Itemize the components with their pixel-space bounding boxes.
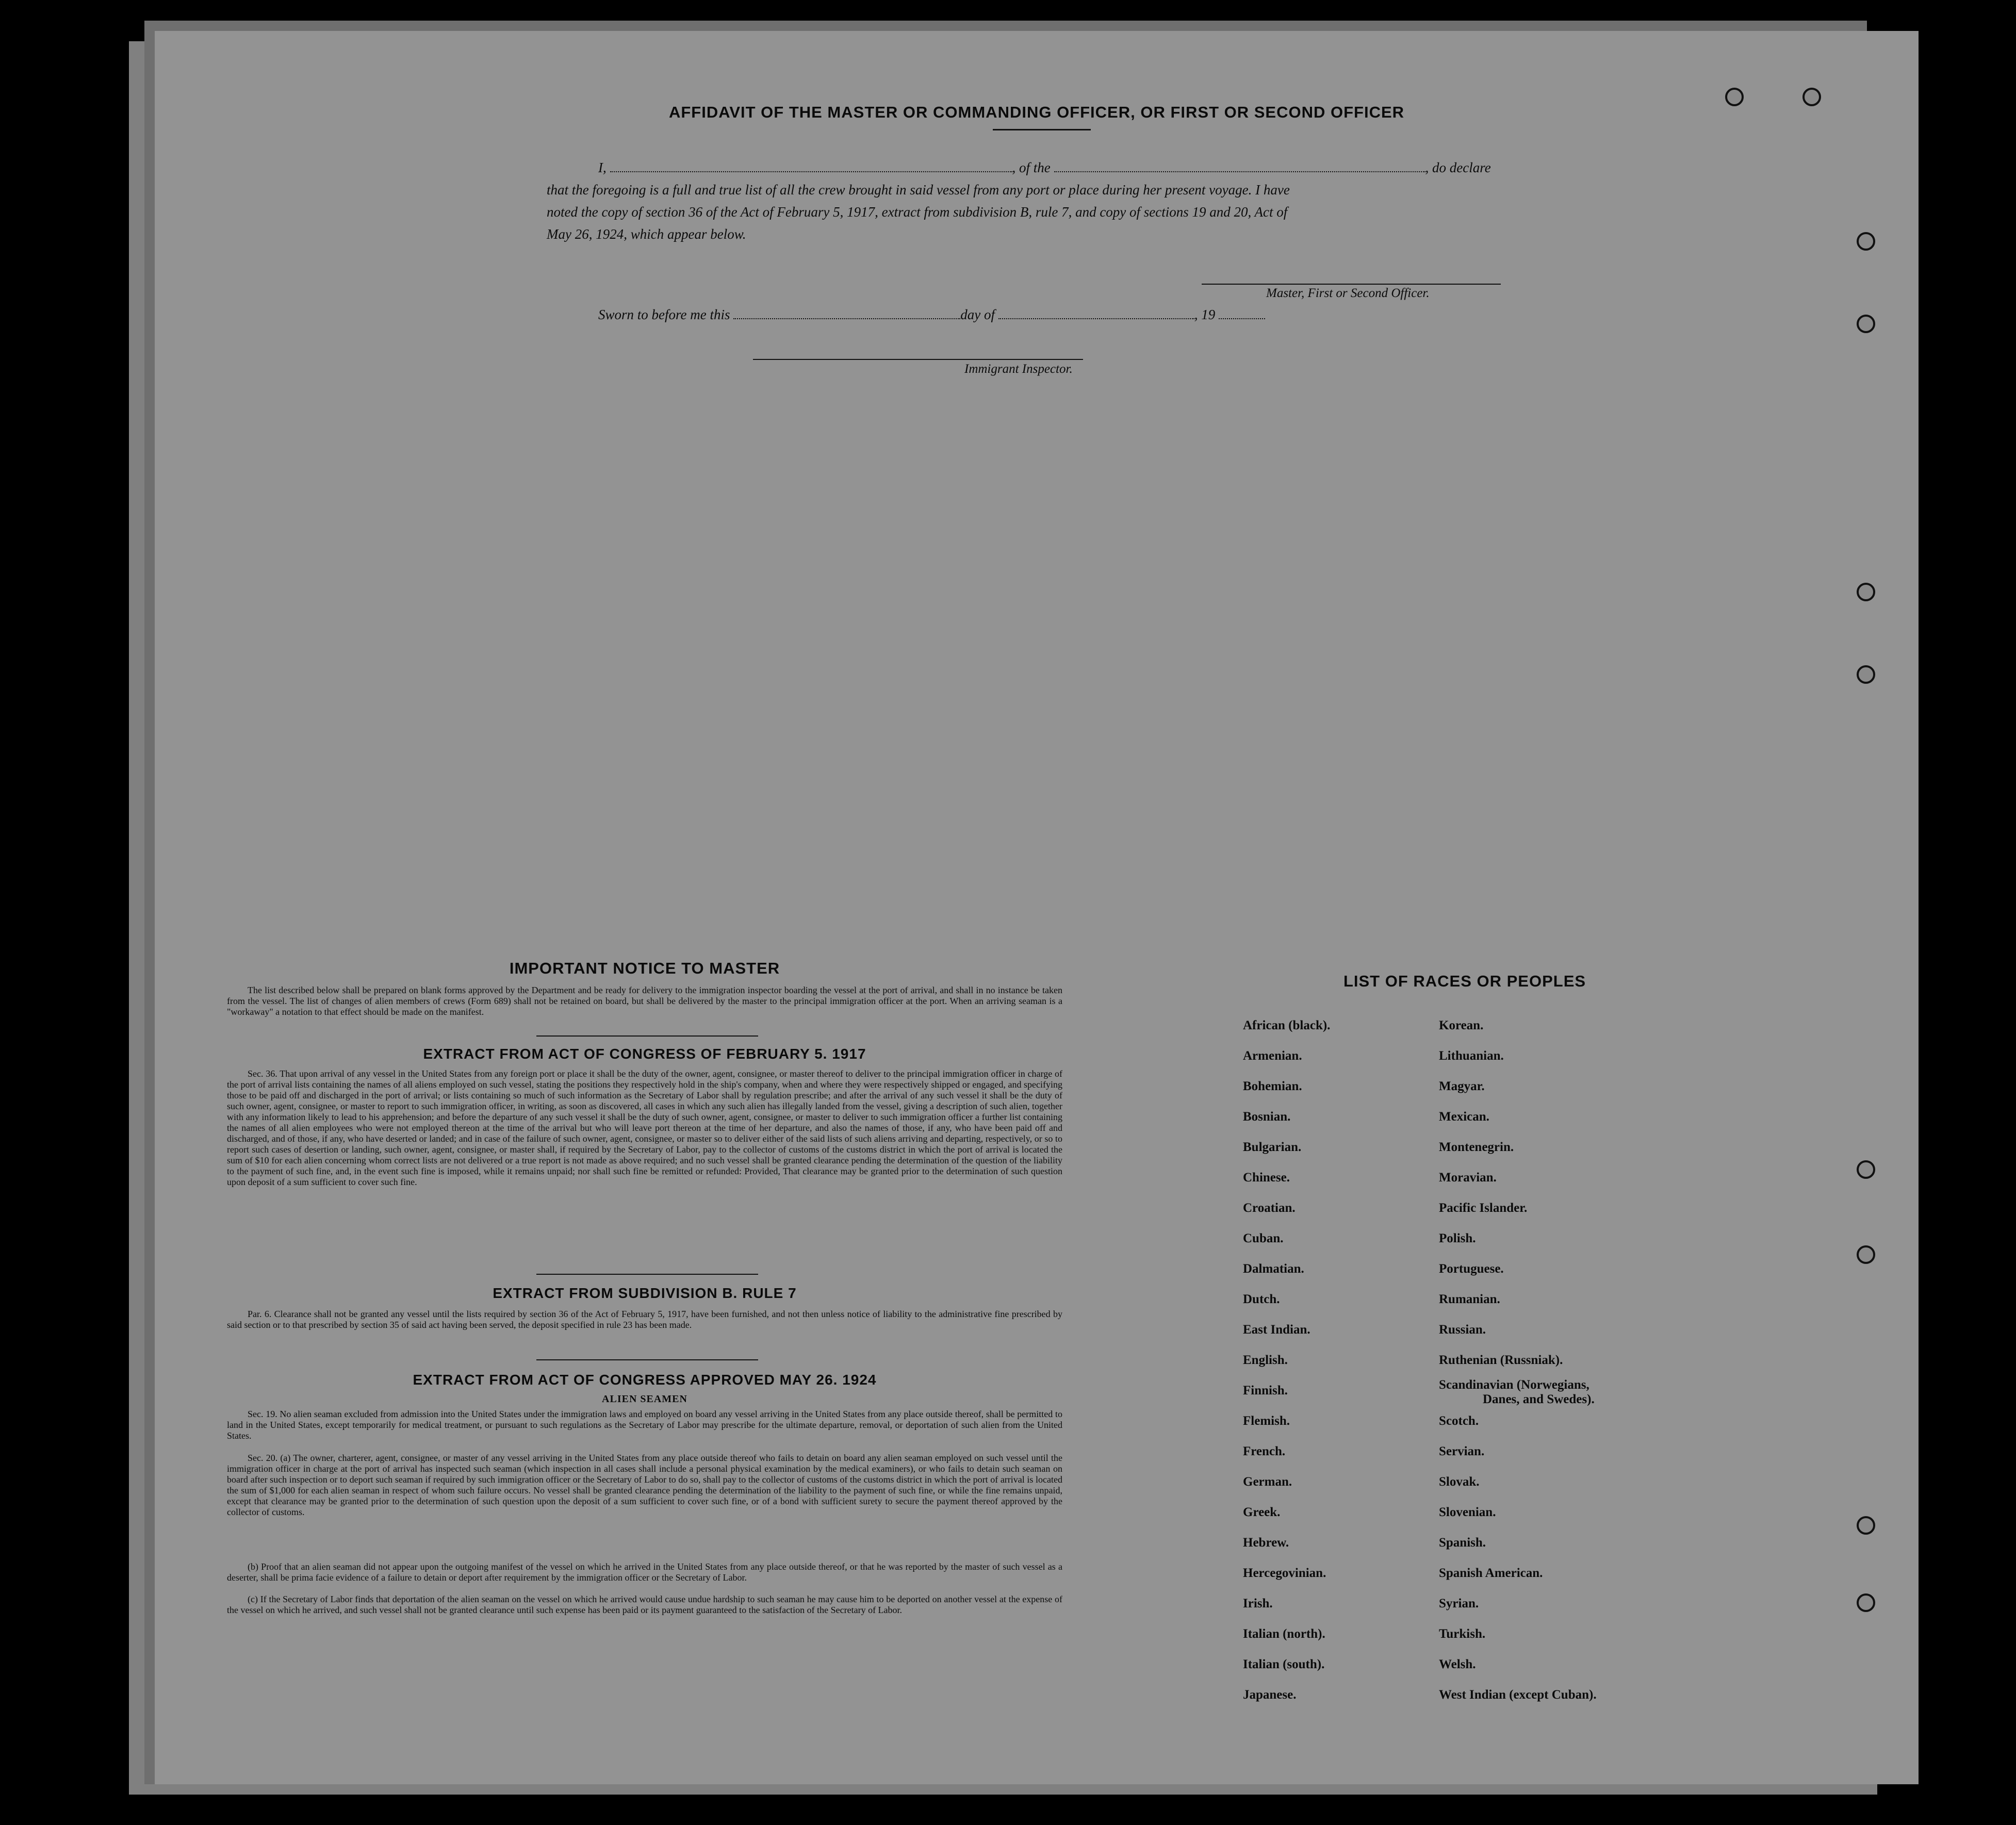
races-title: LIST OF RACES OR PEOPLES xyxy=(1343,972,1586,990)
sworn-text: Sworn to before me this xyxy=(598,307,730,322)
extract-rule7-title: EXTRACT FROM SUBDIVISION B. RULE 7 xyxy=(493,1285,797,1301)
vessel-blank[interactable] xyxy=(1054,171,1425,172)
race-item: Dalmatian. xyxy=(1243,1262,1304,1276)
sec20a-text: Sec. 20. (a) The owner, charterer, agent, consignee, or master of any vessel arriving in the United States from any place outside thereof who fails to detain on board any alien seaman employed on such vessel until the immigration officer in charge at the port of arrival has inspected such seaman (which inspection in all cases shall include a personal physical examination by the medical examiners), or who fails to detain such seaman on board after such inspection or to deport such seaman if required by such immigration officer or the Secretary of Labor to do so, shall pay to the collector of customs of the customs district in which the port of arrival is located the sum of $1,000 for each alien seaman in respect of whom such failure occurs. No vessel shall be granted clearance pending the determination of the liability to the payment of such fine, or while the fine remains unpaid, except that clearance may be granted prior to the determination of such question upon the deposit of a sum sufficient to cover such fine, or of a bond with sufficient surety to secure the payment thereof approved by the collector of customs. xyxy=(227,1453,1062,1517)
race-item: Pacific Islander. xyxy=(1439,1201,1528,1215)
race-item: French. xyxy=(1243,1444,1286,1458)
race-item: Scandinavian (Norwegians, xyxy=(1439,1378,1589,1392)
race-item: Spanish. xyxy=(1439,1536,1486,1550)
race-item: Japanese. xyxy=(1243,1688,1297,1702)
notice-title: IMPORTANT NOTICE TO MASTER xyxy=(509,959,780,977)
binder-hole-icon xyxy=(1857,232,1875,251)
affidavit-title: AFFIDAVIT OF THE MASTER OR COMMANDING OFFICER, OR FIRST OR SECOND OFFICER xyxy=(668,103,1405,121)
affidavit-of-the: , of the xyxy=(1012,160,1051,175)
day-of-text: day of xyxy=(960,307,995,322)
affidavit-line-2: that the foregoing is a full and true list of all the crew brought in said vessel from any port or place during her present voyage. I have xyxy=(547,182,1290,198)
binder-hole-icon xyxy=(1857,1593,1875,1612)
sec20c-text: (c) If the Secretary of Labor finds that deportation of the alien seaman on the vessel on which he arrived would cause undue hardship to such seaman he may cause him to be deported on another vessel at the expense of the vessel on which he arrived, and such vessel shall not be granted clearance until such expense has been paid or its payment guaranteed to the satisfaction of the Secretary of Labor. xyxy=(227,1594,1062,1615)
binder-hole-icon xyxy=(1857,315,1875,333)
inspector-label: Immigrant Inspector. xyxy=(964,362,1073,376)
divider xyxy=(536,1035,758,1037)
race-item: Slovak. xyxy=(1439,1475,1480,1489)
divider xyxy=(993,129,1091,130)
race-item: Portuguese. xyxy=(1439,1262,1504,1276)
race-item: African (black). xyxy=(1243,1018,1331,1032)
extract-1917-title: EXTRACT FROM ACT OF CONGRESS OF FEBRUARY 5. 1917 xyxy=(423,1046,866,1062)
affidavit-declare: , do declare xyxy=(1425,160,1491,175)
sworn-day-blank[interactable] xyxy=(733,318,960,319)
race-item: West Indian (except Cuban). xyxy=(1439,1688,1597,1702)
race-item: Bosnian. xyxy=(1243,1110,1291,1124)
race-item: Cuban. xyxy=(1243,1231,1284,1245)
sworn-year-blank[interactable] xyxy=(1219,318,1265,319)
race-item: Italian (south). xyxy=(1243,1657,1325,1671)
sworn-line xyxy=(598,307,1265,323)
document-page xyxy=(155,31,1919,1784)
race-item: Greek. xyxy=(1243,1505,1281,1519)
extract-1924-title: EXTRACT FROM ACT OF CONGRESS APPROVED MAY 26. 1924 xyxy=(413,1372,877,1388)
extract-rule7-text: Par. 6. Clearance shall not be granted any vessel until the lists required by section 36 of the Act of February 5, 1917, have been furnished, and not then unless notice of liability to the administrative fine prescribed by said section or to that prescribed by section 35 of said act having been served, the deposit specified in rule 23 has been made. xyxy=(227,1309,1062,1330)
race-item: Slovenian. xyxy=(1439,1505,1496,1519)
race-item: Dutch. xyxy=(1243,1292,1280,1306)
race-item: Korean. xyxy=(1439,1018,1484,1032)
race-item: Irish. xyxy=(1243,1597,1273,1610)
race-item: Bohemian. xyxy=(1243,1079,1302,1093)
race-item: Hercegovinian. xyxy=(1243,1566,1326,1580)
race-item: Spanish American. xyxy=(1439,1566,1543,1580)
race-item: Servian. xyxy=(1439,1444,1485,1458)
divider xyxy=(536,1359,758,1360)
race-item: Turkish. xyxy=(1439,1627,1486,1641)
binder-hole-icon xyxy=(1857,1160,1875,1179)
race-item: German. xyxy=(1243,1475,1292,1489)
race-item: Scotch. xyxy=(1439,1414,1479,1428)
signature-line[interactable] xyxy=(1202,284,1501,285)
sec19-text: Sec. 19. No alien seaman excluded from admission into the United States under the immigration laws and employed on board any vessel arriving in the United States from any place outside thereof, shall be permitted to land in the United States, except temporarily for medical treatment, or pursuant to such regulations as the Secretary of Labor may prescribe for the ultimate departure, removal, or deportation of such alien from the United States. xyxy=(227,1409,1062,1441)
year-text: , 19 xyxy=(1194,307,1216,322)
notice-text: The list described below shall be prepared on blank forms approved by the Department and be ready for delivery to the immigration inspector boarding the vessel at the port of arrival, and shall in no instance be taken from the vessel. The list of changes of alien members of crews (Form 689) shall not be retained on board, but shall be delivered by the master to the principal immigration officer at the port. When an arriving seaman is a "workaway" a notation to that effect should be made on the manifest. xyxy=(227,985,1062,1017)
extract-1917-text: Sec. 36. That upon arrival of any vessel in the United States from any foreign port or place it shall be the duty of the owner, agent, consignee, or master thereof to deliver to the principal immigration officer in charge of the port of arrival lists containing the names of all aliens employed on such vessel, stating the positions they respectively hold in the ship's company, when and where they were respectively shipped or engaged, and specifying those to be paid off and discharged in the port of arrival; or lists containing so much of such information as the Secretary of Labor shall by regulation prescribe; and after the arrival of any such vessel it shall be the duty of such owner, agent, consignee, or master to report to such immigration officer, in writing, as soon as discovered, all cases in which any such alien has illegally landed from the vessel, giving a description of such alien, together with any information likely to lead to his apprehension; and before the departure of any such vessel it shall be the duty of such owner, agent, consignee, or master to deliver to such immigration officer a further list containing the names of all alien employees who were not employed thereon at the time of the arrival but who will leave port thereon at the time of her departure, and also the names of those, if any, who have been paid off and discharged, and of those, if any, who have deserted or landed; and in case of the failure of such owner, agent, consignee, or master so to deliver either of the said lists of such aliens arriving and departing, respectively, or so to report such cases of desertion or landing, such owner, agent, consignee, or master shall, if required by the Secretary of Labor, pay to the collector of customs of the customs district in which the port of arrival is located the sum of $10 for each alien concerning whom correct lists are not delivered or a true report is not made as above required; and no such vessel shall be granted clearance pending the determination of the question of the liability to the payment of such fine, and, in the event such fine is imposed, while it remains unpaid; nor shall such fine be remitted or refunded: Provided, That clearance may be granted prior to the determination of such question upon deposit of a sum sufficient to cover such fine. xyxy=(227,1068,1062,1187)
race-item: Flemish. xyxy=(1243,1414,1290,1428)
race-item: Lithuanian. xyxy=(1439,1049,1504,1063)
binder-hole-icon xyxy=(1857,583,1875,601)
race-item: Croatian. xyxy=(1243,1201,1296,1215)
name-blank[interactable] xyxy=(610,171,1012,172)
race-item: Mexican. xyxy=(1439,1110,1489,1124)
divider xyxy=(536,1274,758,1275)
race-item: Armenian. xyxy=(1243,1049,1302,1063)
race-item: Syrian. xyxy=(1439,1597,1479,1610)
race-item: East Indian. xyxy=(1243,1323,1310,1337)
race-item: Finnish. xyxy=(1243,1384,1288,1397)
race-item: Magyar. xyxy=(1439,1079,1485,1093)
race-item: Montenegrin. xyxy=(1439,1140,1514,1154)
sworn-month-blank[interactable] xyxy=(998,318,1194,319)
race-item: English. xyxy=(1243,1353,1288,1367)
race-item: Polish. xyxy=(1439,1231,1476,1245)
race-item: Ruthenian (Russniak). xyxy=(1439,1353,1563,1367)
affidavit-line-4: May 26, 1924, which appear below. xyxy=(547,226,746,242)
affidavit-line-1 xyxy=(598,160,1491,176)
race-item: Italian (north). xyxy=(1243,1627,1325,1641)
race-item: Welsh. xyxy=(1439,1657,1476,1671)
binder-hole-icon xyxy=(1857,665,1875,684)
signature-label: Master, First or Second Officer. xyxy=(1266,286,1430,300)
race-item: Chinese. xyxy=(1243,1171,1290,1185)
binder-hole-icon xyxy=(1857,1245,1875,1264)
sec20b-text: (b) Proof that an alien seaman did not appear upon the outgoing manifest of the vessel on which he arrived in the United States from any place outside thereof, or that he was reported by the master of such vessel as a deserter, shall be prima facie evidence of a failure to detain or deport after requirement by the immigration officer or the Secretary of Labor. xyxy=(227,1561,1062,1583)
race-item: Hebrew. xyxy=(1243,1536,1289,1550)
affidavit-line-3: noted the copy of section 36 of the Act of February 5, 1917, extract from subdivision B, rule 7, and copy of sections 19 and 20, Act of xyxy=(547,204,1288,220)
race-item-continued: Danes, and Swedes). xyxy=(1483,1392,1595,1406)
inspector-signature-line[interactable] xyxy=(753,359,1083,360)
race-item: Russian. xyxy=(1439,1323,1486,1337)
race-item: Rumanian. xyxy=(1439,1292,1500,1306)
extract-1924-subtitle: ALIEN SEAMEN xyxy=(602,1393,687,1405)
race-item: Bulgarian. xyxy=(1243,1140,1302,1154)
race-item: Moravian. xyxy=(1439,1171,1497,1185)
affidavit-i: I, xyxy=(598,160,607,175)
binder-hole-icon xyxy=(1857,1516,1875,1535)
